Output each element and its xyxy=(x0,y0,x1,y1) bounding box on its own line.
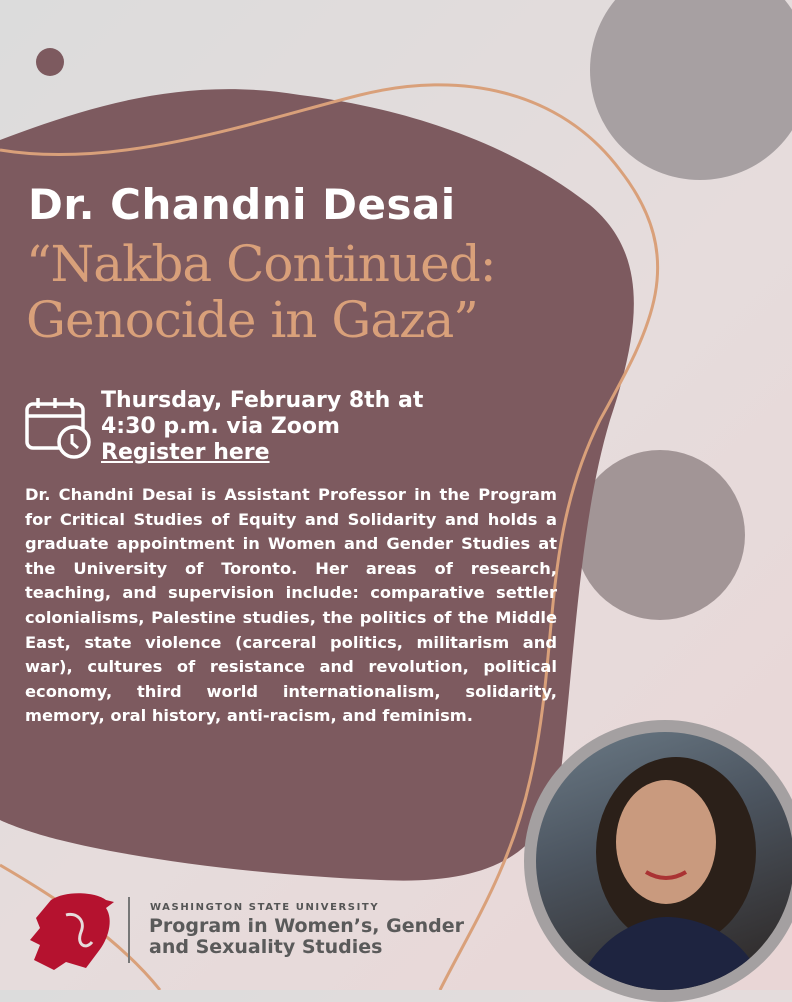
program-line-1: Program in Women’s, Gender xyxy=(149,915,464,937)
divider xyxy=(128,897,130,963)
talk-title xyxy=(26,236,496,348)
program-name xyxy=(149,916,464,958)
event-date: Thursday, February 8th at xyxy=(101,388,424,413)
gray-circle-top-right xyxy=(590,0,792,180)
program-line-2: and Sexuality Studies xyxy=(149,936,383,958)
speaker-portrait xyxy=(536,732,792,990)
wsu-cougar-logo xyxy=(26,890,121,970)
title-line-2: Genocide in Gaza” xyxy=(26,291,478,349)
speaker-name: Dr. Chandni Desai xyxy=(28,180,456,229)
university-name: WASHINGTON STATE UNIVERSITY xyxy=(150,902,380,913)
gray-circle-mid-right xyxy=(575,450,745,620)
dot xyxy=(36,48,64,76)
event-time: 4:30 p.m. via Zoom xyxy=(101,414,340,439)
calendar-clock-icon xyxy=(24,396,94,460)
speaker-photo xyxy=(524,720,792,1002)
title-line-1: “Nakba Continued: xyxy=(26,235,496,293)
speaker-bio: Dr. Chandni Desai is Assistant Professor in the Program for Critical Studies of Equity and Solidarity and holds a graduate appointment in Women and Gender Studies at the University of Toronto. Her areas of research, teaching, and supervision include: comparative settler colonialisms, Palestine studies, the politics of the Middle East, state violence (carceral politics, militarism and war), cultures of resistance and revolution, political economy, third world internationalism, solidarity, memory, oral history, anti-racism, and feminism. xyxy=(25,485,557,726)
event-details xyxy=(101,388,423,466)
register-link[interactable]: Register here xyxy=(101,440,270,465)
